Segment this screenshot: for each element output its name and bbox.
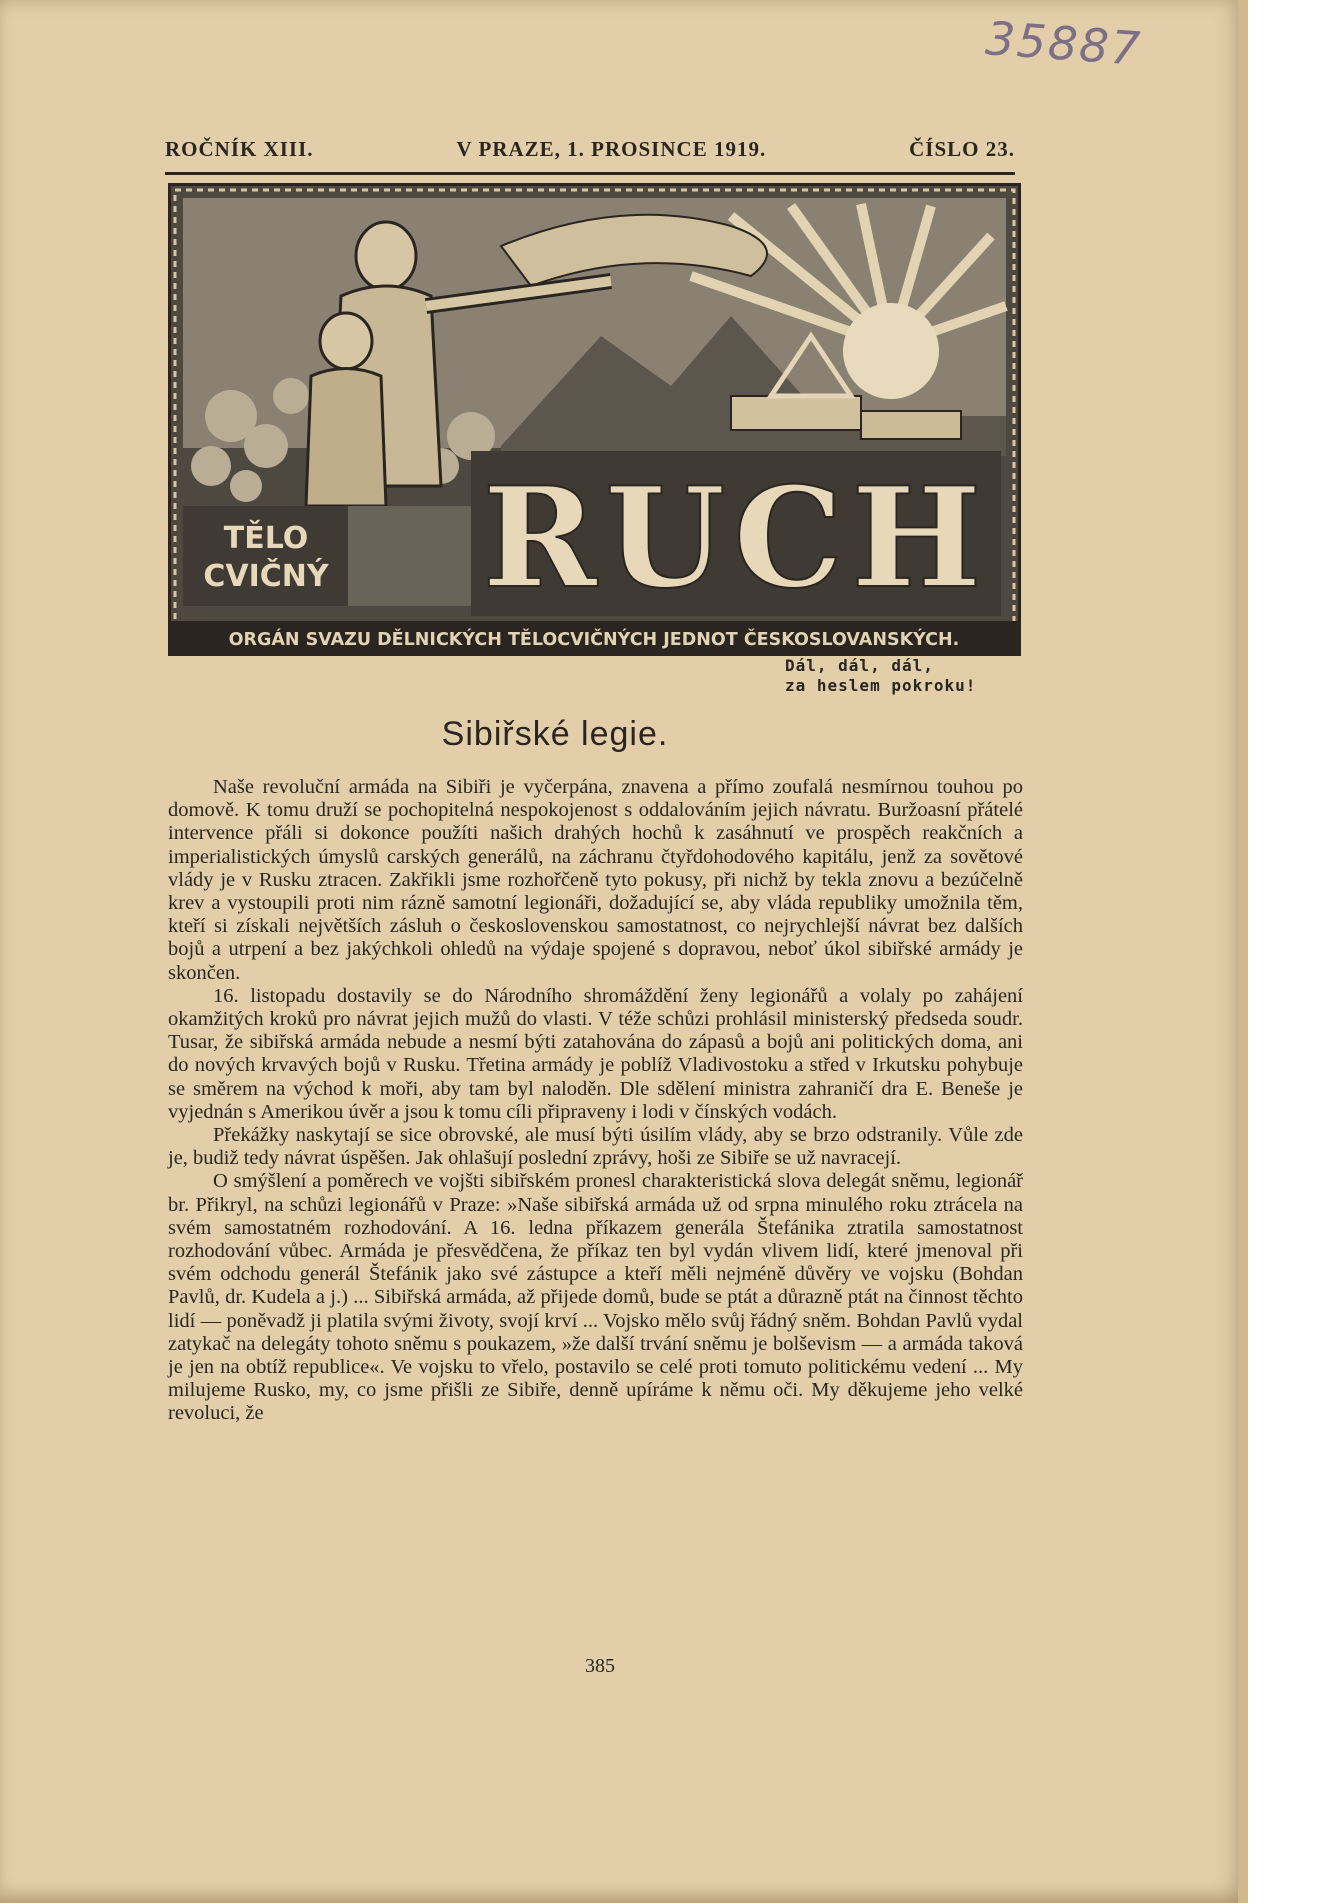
header-rule [165,172,1015,175]
masthead-word-bottom: CVIČNÝ [203,559,329,594]
masthead-artwork [171,186,1018,653]
place-date-label: V PRAZE, 1. PROSINCE 1919. [456,137,767,161]
article-paragraph: Překážky naskytají se sice obrovské, ale musí býti úsilím vlády, aby se brzo odstranily. Vůle zde je, budiž tedy návrat úspěšen. Jak ohlašují poslední zprávy, hoši ze Sibiře se už navracejí. [168,1124,1023,1170]
issue-label: ČÍSLO 23. [909,137,1015,161]
motto-line-1: Dál, dál, dál, [785,656,934,675]
article-paragraph: 16. listopadu dostavily se do Národního shromáždění ženy legionářů a volaly po zahájení okamžitých kroků pro návrat jejich mužů do vlasti. V téže schůzi prohlásil ministerský předseda soudr. Tusar, že sibiřská armáda nebude a nesmí býti zatahována do zápasů a bojů ani politických doma, ani do nových krvavých bojů v Rusku. Třetina armády je poblíž Vladivostoku a střed v Irkutsku pohybuje se směrem na východ k moři, aby tam byl naloděn. Dle sdělení ministra zahraničí dra E. Beneše je vyjednán s Amerikou úvěr a jsou k tomu cíli připraveny i lodi v čínských vodách. [168,984,1023,1123]
masthead-word-top: TĚLO [223,521,309,556]
article-paragraph: Naše revoluční armáda na Sibiři je vyčerpána, znavena a přímo zoufalá nesmírnou touhou po domově. K tomu druží se pochopitelná nespokojenost s oddalováním jejich návratu. Buržoasní přátelé intervence přáli si dokonce použíti našich drahých hochů k zasáhnutí ve prospěch reakčních a imperialistických úmyslů carských generálů, na záchranu čtyřdohodového kapitálu, jenž za sovětové vlády je v Rusku ztracen. Zakřikli jsme rozhořčeně tyto pokusy, při nichž by tekla znovu a bezúčelně krev a vystoupili proti nim rázně samotní legionáři, dožadující se, aby vláda republiky umožnila těm, kteří si získali největších zásluh o československou samostatnost, co nejrychlejší návrat bez dalších bojů a utrpení a bez jakýchkoli ohledů na výdaje spojené s dopravou, neboť úkol sibiřské armády je skončen. [168,776,1023,984]
motto-line-2: za heslem pokroku! [785,676,977,695]
sun [843,303,939,399]
motto [785,656,1025,696]
article-paragraph: O smýšlení a poměrech ve vojšti sibiřském pronesl charakteristická slova delegát sněmu, legionář br. Přikryl, na schůzi legionářů v Praze: »Naše sibiřská armáda už od srpna minulého roku ztrácela na svém samostatném rozhodování. A 16. ledna příkazem generála Štefánika ztratila samostatnost rozhodování vůbec. Armáda je přesvědčena, že příkaz ten byl vydán vlivem lidí, které jmenoval při svém odchodu generál Štefánik jako své zástupce a kteří měli nejméně důvěry ve vojsku (Bohdan Pavlů, dr. Kudela a j.) ... Sibiřská armáda, až přijede domů, bude se ptát a důrazně ptát na činnost těchto lidí — poněvadž ji platila svými životy, svojí krví ... Vojsko mělo svůj řádný sněm. Bohdan Pavlů vydal zatykač na delegáty tohoto sněmu s poukazem, »že další trvání sněmu je bolševism — a armáda taková je jen na obtíž republice«. Ve vojsku to vřelo, postavilo se celé proti tomuto politickému vedení ... My milujeme Rusko, my, co jsme přišli ze Sibiře, denně upíráme k němu oči. My děkujeme jeho velké revoluci, že [168,1170,1023,1425]
volume-label: ROČNÍK XIII. [165,137,314,161]
article-body [168,776,1023,1426]
handwritten-archive-number: 35887 [983,11,1144,76]
masthead-title: RUCH [482,456,990,619]
page-number: 385 [585,1655,615,1677]
issue-header [165,137,1015,167]
masthead-illustration [168,183,1021,656]
article-title: Sibiřské legie. [441,715,669,753]
masthead-subtitle: ORGÁN SVAZU DĚLNICKÝCH TĚLOCVIČNÝCH JEDNOT ČESKOSLOVANSKÝCH. [228,630,960,650]
page-edge [1238,0,1248,1903]
